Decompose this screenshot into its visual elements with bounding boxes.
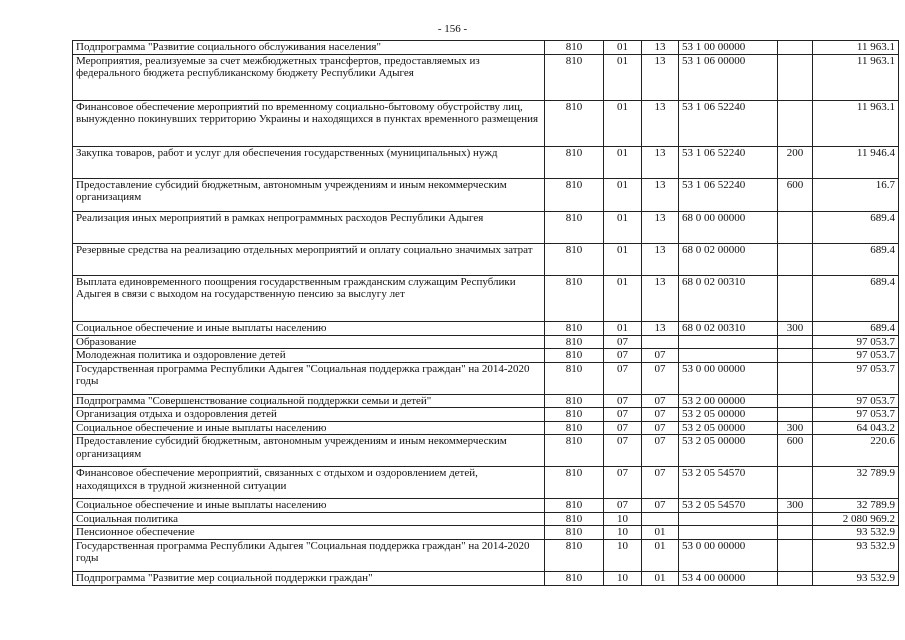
table-row [73, 467, 899, 499]
cell-grbs: 810 [545, 335, 604, 349]
cell-section: 10 [604, 526, 642, 540]
cell-name: Предоставление субсидий бюджетным, автономным учреждениям и иным некоммерческим организациям [73, 435, 545, 467]
cell-subsection: 13 [642, 178, 679, 211]
cell-expense-type: 300 [778, 421, 813, 435]
cell-grbs: 810 [545, 178, 604, 211]
cell-section: 07 [604, 408, 642, 422]
table-row [73, 100, 899, 146]
cell-name: Государственная программа Республики Адыгея "Социальная поддержка граждан" на 2014-2020 годы [73, 539, 545, 571]
cell-amount: 93 532.9 [813, 571, 899, 585]
cell-expense-type [778, 54, 813, 100]
cell-amount: 32 789.9 [813, 467, 899, 499]
table-row [73, 41, 899, 55]
cell-subsection: 13 [642, 41, 679, 55]
table-row [73, 335, 899, 349]
table-row [73, 526, 899, 540]
cell-subsection: 07 [642, 467, 679, 499]
cell-amount: 97 053.7 [813, 394, 899, 408]
cell-grbs: 810 [545, 571, 604, 585]
cell-subsection: 13 [642, 243, 679, 275]
cell-section: 07 [604, 467, 642, 499]
cell-grbs: 810 [545, 421, 604, 435]
cell-name: Финансовое обеспечение мероприятий по временному социально-бытовому обустройству лиц, вынужденно покинувших территорию Украины и находящихся в пунктах временного размещения [73, 100, 545, 146]
table-row [73, 243, 899, 275]
cell-name: Выплата единовременного поощрения государственным гражданским служащим Республики Адыгея в связи с выходом на государственную пенсию за выслугу лет [73, 275, 545, 321]
cell-name: Подпрограмма "Совершенствование социальной поддержки семьи и детей" [73, 394, 545, 408]
cell-expense-type [778, 394, 813, 408]
cell-subsection: 07 [642, 499, 679, 513]
cell-amount: 689.4 [813, 275, 899, 321]
cell-expense-type [778, 467, 813, 499]
cell-target-article: 68 0 02 00310 [679, 321, 778, 335]
cell-name: Пенсионное обеспечение [73, 526, 545, 540]
cell-grbs: 810 [545, 54, 604, 100]
cell-amount: 93 532.9 [813, 539, 899, 571]
cell-expense-type [778, 243, 813, 275]
table-row [73, 211, 899, 243]
cell-amount: 16.7 [813, 178, 899, 211]
cell-amount: 11 946.4 [813, 146, 899, 178]
cell-subsection: 07 [642, 408, 679, 422]
table-row [73, 54, 899, 100]
cell-target-article [679, 335, 778, 349]
cell-amount: 32 789.9 [813, 499, 899, 513]
cell-name: Реализация иных мероприятий в рамках непрограммных расходов Республики Адыгея [73, 211, 545, 243]
cell-target-article: 68 0 02 00310 [679, 275, 778, 321]
cell-grbs: 810 [545, 512, 604, 526]
cell-amount: 64 043.2 [813, 421, 899, 435]
cell-subsection: 13 [642, 321, 679, 335]
cell-section: 01 [604, 321, 642, 335]
cell-name: Подпрограмма "Развитие социального обслуживания населения" [73, 41, 545, 55]
cell-target-article: 53 1 06 52240 [679, 146, 778, 178]
cell-expense-type [778, 571, 813, 585]
cell-subsection [642, 512, 679, 526]
cell-name: Подпрограмма "Развитие мер социальной поддержки граждан" [73, 571, 545, 585]
cell-section: 01 [604, 100, 642, 146]
cell-amount: 11 963.1 [813, 41, 899, 55]
cell-subsection: 07 [642, 362, 679, 394]
cell-expense-type [778, 100, 813, 146]
cell-section: 01 [604, 275, 642, 321]
cell-grbs: 810 [545, 499, 604, 513]
cell-subsection: 13 [642, 146, 679, 178]
cell-expense-type: 300 [778, 499, 813, 513]
cell-expense-type [778, 41, 813, 55]
cell-section: 10 [604, 539, 642, 571]
cell-grbs: 810 [545, 539, 604, 571]
cell-name: Государственная программа Республики Адыгея "Социальная поддержка граждан" на 2014-2020 годы [73, 362, 545, 394]
cell-expense-type: 600 [778, 178, 813, 211]
cell-name: Резервные средства на реализацию отдельных мероприятий и оплату социально значимых затрат [73, 243, 545, 275]
cell-grbs: 810 [545, 467, 604, 499]
cell-section: 07 [604, 435, 642, 467]
cell-expense-type [778, 362, 813, 394]
cell-grbs: 810 [545, 394, 604, 408]
cell-target-article: 53 1 06 00000 [679, 54, 778, 100]
page-number: - 156 - [437, 23, 468, 35]
cell-target-article: 68 0 02 00000 [679, 243, 778, 275]
cell-name: Мероприятия, реализуемые за счет межбюджетных трансфертов, предоставляемых из федерального бюджета республиканскому бюджету Республики Адыгея [73, 54, 545, 100]
table-row [73, 349, 899, 363]
cell-expense-type [778, 349, 813, 363]
cell-name: Финансовое обеспечение мероприятий, связанных с отдыхом и оздоровлением детей, находящихся в трудной жизненной ситуации [73, 467, 545, 499]
cell-target-article: 53 0 00 00000 [679, 362, 778, 394]
cell-section: 01 [604, 54, 642, 100]
cell-name: Молодежная политика и оздоровление детей [73, 349, 545, 363]
cell-target-article: 53 2 05 00000 [679, 421, 778, 435]
cell-amount: 689.4 [813, 321, 899, 335]
cell-subsection: 07 [642, 349, 679, 363]
table-row [73, 362, 899, 394]
cell-target-article: 53 2 05 00000 [679, 435, 778, 467]
cell-subsection: 13 [642, 54, 679, 100]
cell-name: Социальное обеспечение и иные выплаты населению [73, 421, 545, 435]
cell-target-article [679, 526, 778, 540]
cell-name: Социальное обеспечение и иные выплаты населению [73, 321, 545, 335]
cell-name: Социальное обеспечение и иные выплаты населению [73, 499, 545, 513]
table-row [73, 539, 899, 571]
cell-expense-type [778, 211, 813, 243]
cell-target-article: 53 2 05 54570 [679, 467, 778, 499]
table-row [73, 408, 899, 422]
cell-subsection: 13 [642, 211, 679, 243]
cell-amount: 689.4 [813, 243, 899, 275]
cell-target-article: 53 2 05 54570 [679, 499, 778, 513]
table-row [73, 435, 899, 467]
cell-section: 01 [604, 211, 642, 243]
cell-subsection [642, 335, 679, 349]
cell-subsection: 01 [642, 571, 679, 585]
cell-subsection: 13 [642, 275, 679, 321]
cell-section: 01 [604, 146, 642, 178]
table-row [73, 394, 899, 408]
cell-section: 07 [604, 362, 642, 394]
cell-grbs: 810 [545, 321, 604, 335]
cell-amount: 97 053.7 [813, 362, 899, 394]
cell-target-article: 53 2 05 00000 [679, 408, 778, 422]
cell-amount: 2 080 969.2 [813, 512, 899, 526]
cell-subsection: 07 [642, 394, 679, 408]
table-row [73, 321, 899, 335]
cell-target-article [679, 512, 778, 526]
cell-amount: 220.6 [813, 435, 899, 467]
cell-name: Организация отдыха и оздоровления детей [73, 408, 545, 422]
cell-section: 01 [604, 178, 642, 211]
cell-section: 07 [604, 349, 642, 363]
cell-grbs: 810 [545, 349, 604, 363]
cell-name: Социальная политика [73, 512, 545, 526]
table-row [73, 178, 899, 211]
cell-grbs: 810 [545, 41, 604, 55]
cell-section: 10 [604, 571, 642, 585]
cell-expense-type [778, 408, 813, 422]
cell-amount: 689.4 [813, 211, 899, 243]
cell-subsection: 13 [642, 100, 679, 146]
budget-table [72, 40, 899, 586]
table-body [73, 41, 899, 586]
cell-expense-type [778, 526, 813, 540]
cell-grbs: 810 [545, 275, 604, 321]
cell-target-article: 53 1 06 52240 [679, 100, 778, 146]
cell-expense-type: 200 [778, 146, 813, 178]
cell-target-article: 53 1 00 00000 [679, 41, 778, 55]
cell-section: 07 [604, 421, 642, 435]
cell-grbs: 810 [545, 100, 604, 146]
cell-section: 01 [604, 41, 642, 55]
cell-expense-type: 600 [778, 435, 813, 467]
cell-grbs: 810 [545, 408, 604, 422]
cell-grbs: 810 [545, 435, 604, 467]
cell-amount: 97 053.7 [813, 349, 899, 363]
cell-grbs: 810 [545, 243, 604, 275]
cell-target-article: 53 2 00 00000 [679, 394, 778, 408]
cell-amount: 97 053.7 [813, 335, 899, 349]
cell-amount: 97 053.7 [813, 408, 899, 422]
cell-expense-type [778, 275, 813, 321]
table-row [73, 499, 899, 513]
table-row [73, 421, 899, 435]
cell-name: Образование [73, 335, 545, 349]
cell-amount: 11 963.1 [813, 54, 899, 100]
cell-subsection: 07 [642, 435, 679, 467]
cell-grbs: 810 [545, 146, 604, 178]
cell-section: 07 [604, 335, 642, 349]
cell-subsection: 01 [642, 526, 679, 540]
cell-section: 07 [604, 499, 642, 513]
cell-grbs: 810 [545, 362, 604, 394]
table-row [73, 146, 899, 178]
cell-grbs: 810 [545, 526, 604, 540]
cell-subsection: 01 [642, 539, 679, 571]
cell-expense-type: 300 [778, 321, 813, 335]
cell-target-article: 68 0 00 00000 [679, 211, 778, 243]
cell-section: 07 [604, 394, 642, 408]
table-row [73, 275, 899, 321]
cell-amount: 93 532.9 [813, 526, 899, 540]
table-row [73, 512, 899, 526]
cell-section: 01 [604, 243, 642, 275]
cell-subsection: 07 [642, 421, 679, 435]
cell-name: Предоставление субсидий бюджетным, автономным учреждениям и иным некоммерческим организациям [73, 178, 545, 211]
cell-expense-type [778, 539, 813, 571]
cell-target-article: 53 4 00 00000 [679, 571, 778, 585]
cell-amount: 11 963.1 [813, 100, 899, 146]
cell-target-article: 53 1 06 52240 [679, 178, 778, 211]
table-row [73, 571, 899, 585]
cell-expense-type [778, 335, 813, 349]
cell-target-article [679, 349, 778, 363]
cell-target-article: 53 0 00 00000 [679, 539, 778, 571]
cell-expense-type [778, 512, 813, 526]
cell-name: Закупка товаров, работ и услуг для обеспечения государственных (муниципальных) нужд [73, 146, 545, 178]
cell-section: 10 [604, 512, 642, 526]
cell-grbs: 810 [545, 211, 604, 243]
